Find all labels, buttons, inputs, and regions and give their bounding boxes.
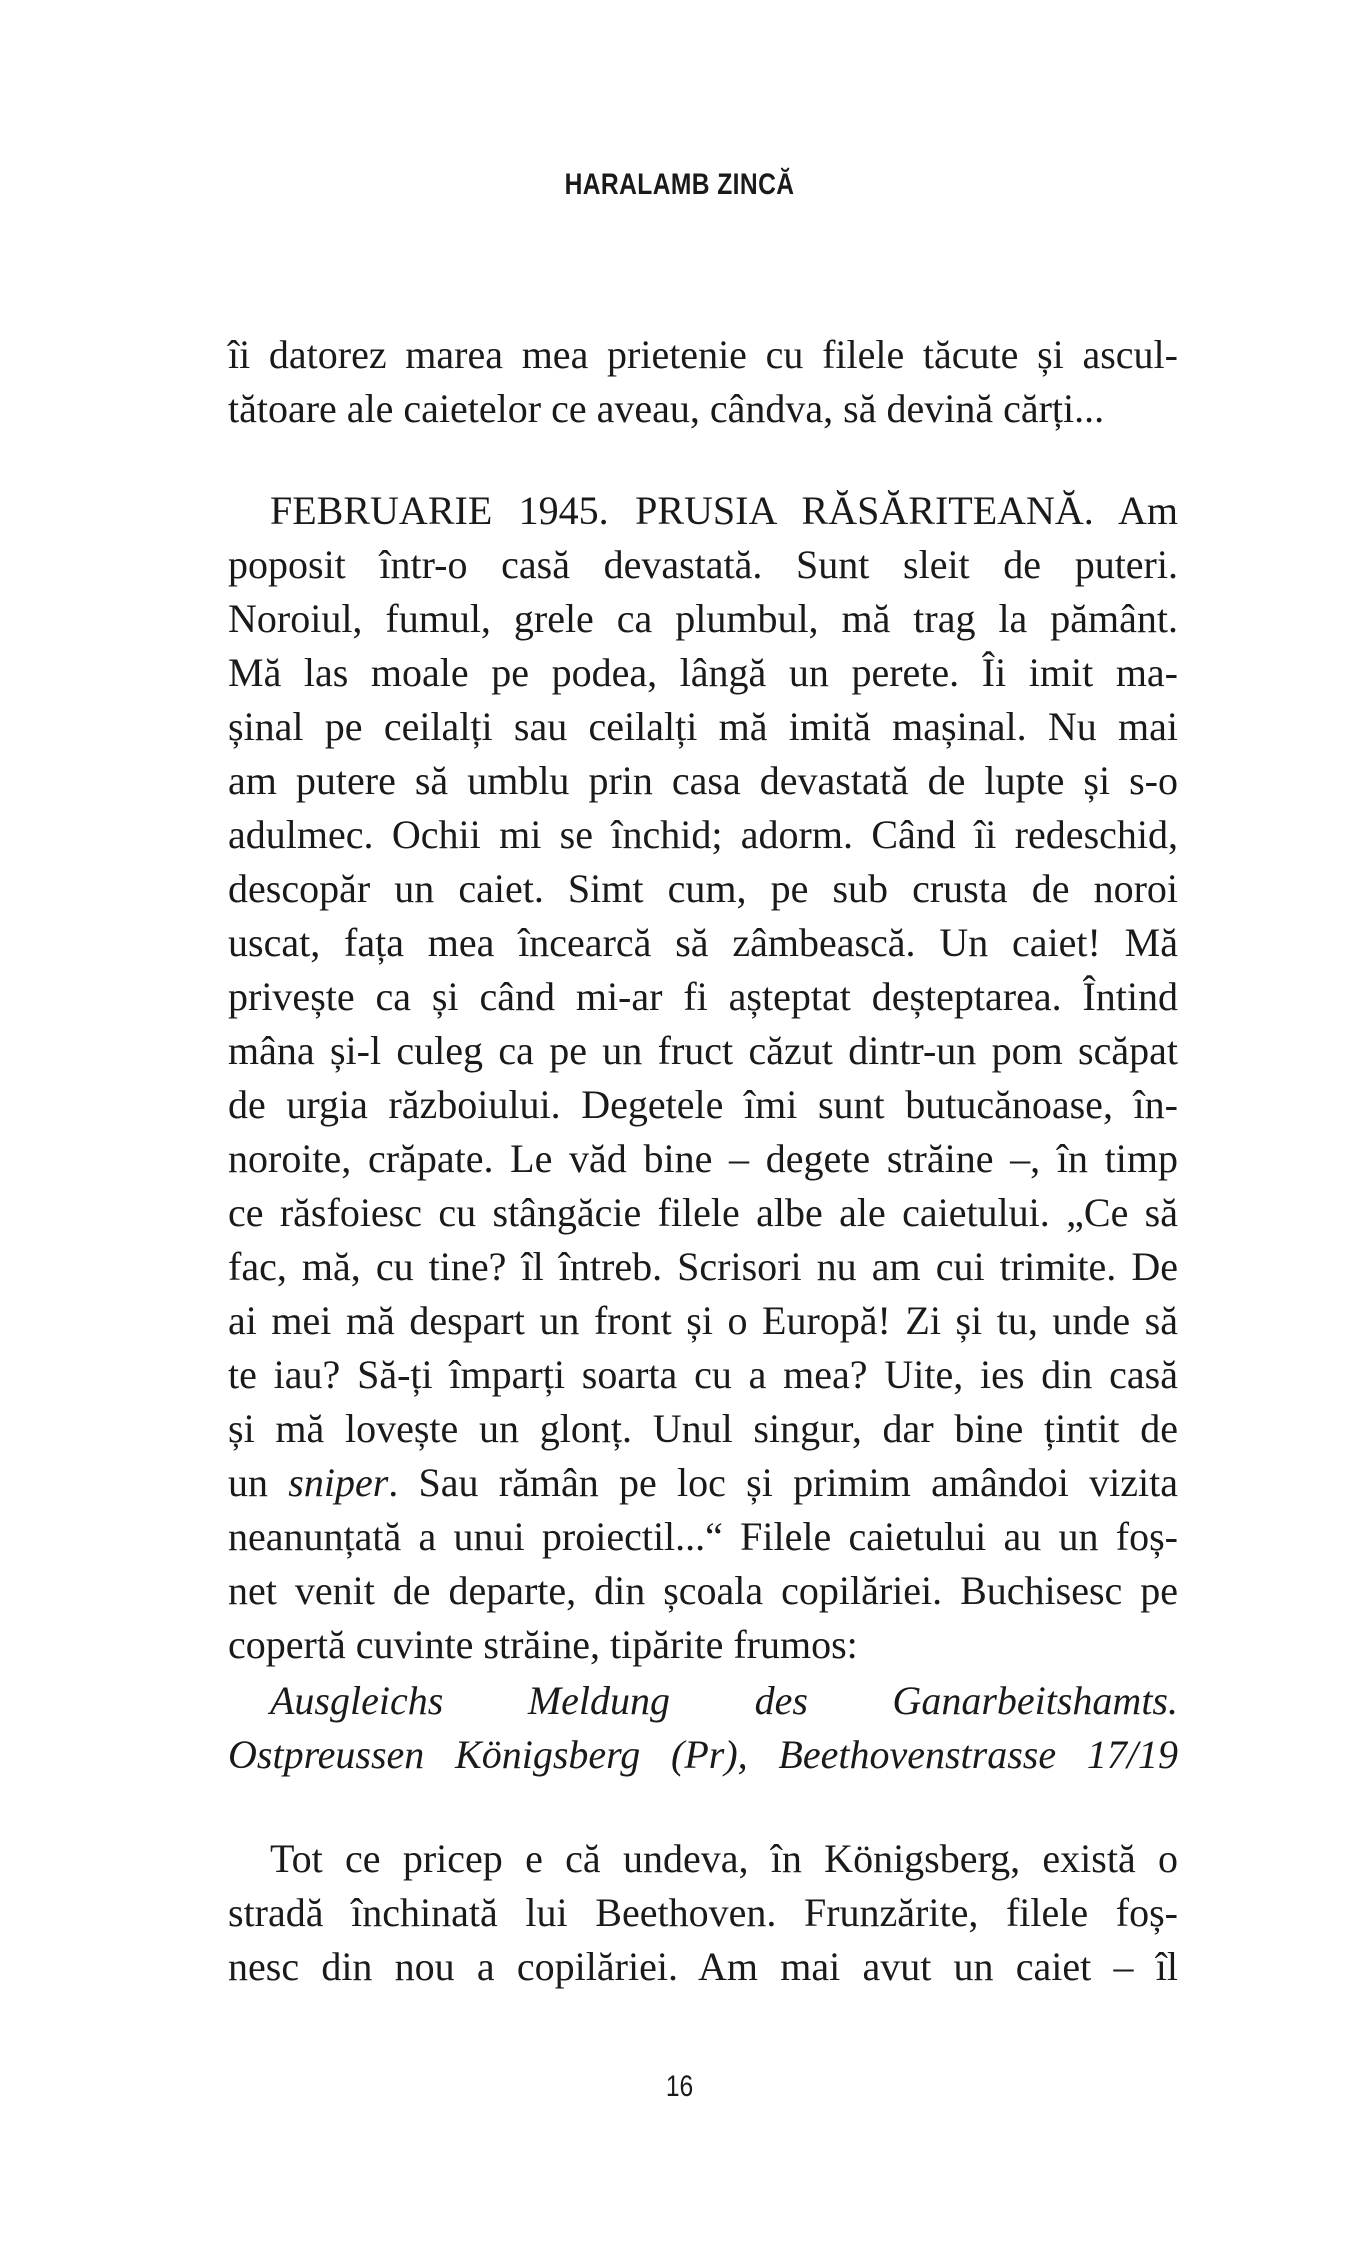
text-line: FEBRUARIE 1945. PRUSIA RĂSĂRITEANĂ. Am bbox=[270, 488, 1178, 533]
text-line: uscat, fața mea încearcă să zâmbească. Un caiet! Mă bbox=[228, 920, 1178, 965]
quote-line: Ausgleichs Meldung des Ganarbeitshamts. bbox=[270, 1678, 1178, 1723]
text-line-with-italic bbox=[228, 1456, 1178, 1510]
text-line: Tot ce pricep e că undeva, în Königsberg, există o bbox=[270, 1836, 1178, 1881]
text-line: îi datorez marea mea prietenie cu filele tăcute și ascul- bbox=[228, 332, 1178, 377]
text-line: mâna și-l culeg ca pe un fruct căzut dintr-un pom scăpat bbox=[228, 1028, 1178, 1073]
quote-line: Ostpreussen Königsberg (Pr), Beethovenstrasse 17/19 bbox=[228, 1732, 1178, 1777]
text-line: ce răsfoiesc cu stângăcie filele albe ale caietului. „Ce să bbox=[228, 1190, 1178, 1235]
paragraph-continuation bbox=[228, 328, 1178, 436]
text-line: adulmec. Ochii mi se închid; adorm. Când îi redeschid, bbox=[228, 812, 1178, 857]
text-line: Noroiul, fumul, grele ca plumbul, mă trag la pământ. bbox=[228, 596, 1178, 641]
text-line: privește ca și când mi-ar fi așteptat deșteptarea. Întind bbox=[228, 974, 1178, 1019]
page-number: 16 bbox=[665, 2070, 694, 2103]
text-line: ai mei mă despart un front și o Europă! Zi și tu, unde să bbox=[228, 1298, 1178, 1343]
italic-quote-cover-text bbox=[228, 1674, 1178, 1782]
text-line: fac, mă, cu tine? îl întreb. Scrisori nu am cui trimite. De bbox=[228, 1244, 1178, 1289]
text-line: Mă las moale pe podea, lângă un perete. Îi imit ma- bbox=[228, 650, 1178, 695]
running-head-author: HARALAMB ZINCĂ bbox=[564, 168, 795, 201]
text-line: am putere să umblu prin casa devastată de lupte și s-o bbox=[228, 758, 1178, 803]
paragraph-konigsberg bbox=[228, 1832, 1178, 1994]
text-line: descopăr un caiet. Simt cum, pe sub crusta de noroi bbox=[228, 866, 1178, 911]
italic-word-sniper: sniper bbox=[288, 1460, 389, 1505]
text-segment: . Sau rămân pe loc și primim amândoi vizita bbox=[388, 1460, 1178, 1505]
text-line: de urgia războiului. Degetele îmi sunt butucănoase, în- bbox=[228, 1082, 1178, 1127]
text-line: noroite, crăpate. Le văd bine – degete străine –, în timp bbox=[228, 1136, 1178, 1181]
text-segment: un bbox=[228, 1460, 289, 1505]
text-line: șinal pe ceilalți sau ceilalți mă imită mașinal. Nu mai bbox=[228, 704, 1178, 749]
text-line: tătoare ale caietelor ce aveau, cândva, să devină cărți... bbox=[228, 386, 1105, 431]
text-line: neanunțată a unui proiectil...“ Filele caietului au un foș- bbox=[228, 1514, 1178, 1559]
paragraph-february-1945 bbox=[228, 484, 1178, 1672]
text-line: și mă lovește un glonț. Unul singur, dar bine țintit de bbox=[228, 1406, 1178, 1451]
text-line: poposit într-o casă devastată. Sunt sleit de puteri. bbox=[228, 542, 1178, 587]
text-line: te iau? Să-ți împarți soarta cu a mea? Uite, ies din casă bbox=[228, 1352, 1178, 1397]
text-line: net venit de departe, din școala copilăriei. Buchisesc pe bbox=[228, 1568, 1178, 1613]
text-line: nesc din nou a copilăriei. Am mai avut un caiet – îl bbox=[228, 1944, 1178, 1989]
text-line: copertă cuvinte străine, tipărite frumos: bbox=[228, 1622, 858, 1667]
text-line: stradă închinată lui Beethoven. Frunzărite, filele foș- bbox=[228, 1890, 1178, 1935]
